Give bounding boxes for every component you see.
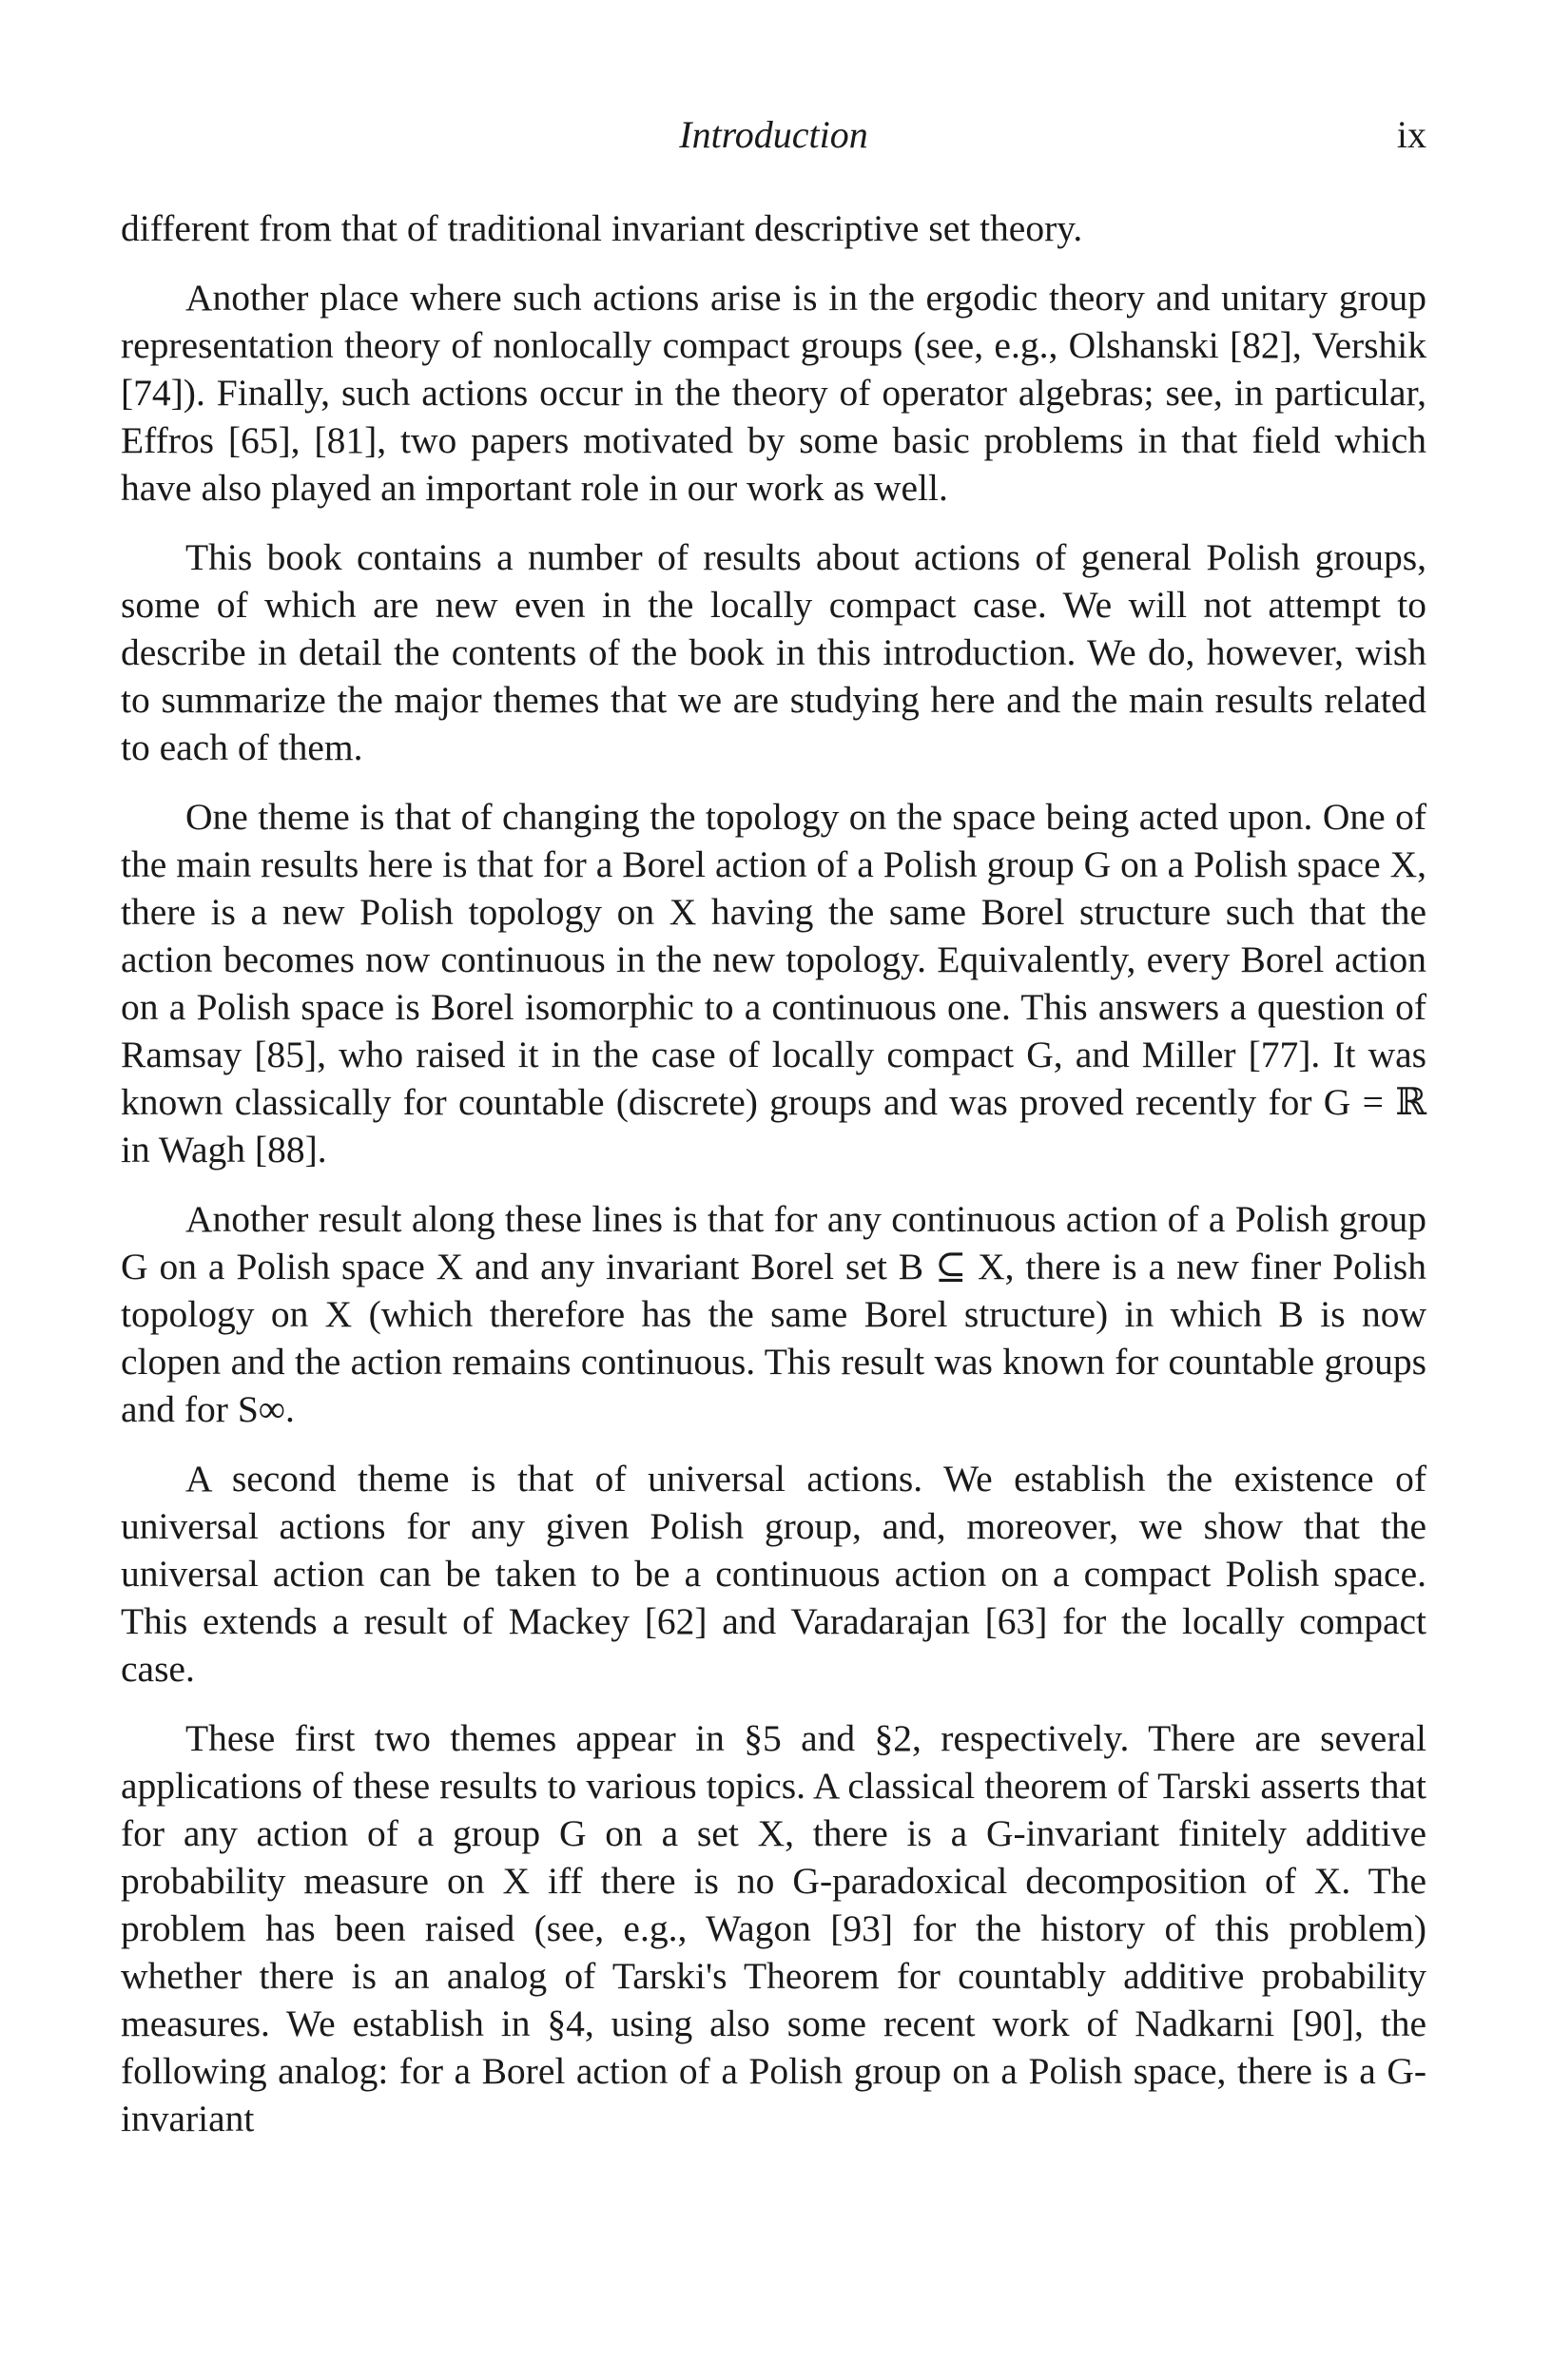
paragraph-book-contents: This book contains a number of results about actions of general Polish groups, some of which are new even in the locally compact case. We will not attempt to describe in detail the contents of the book in this introduction. We do, however, wish to summarize the major themes that we are studying here and the main results related to each of them. — [121, 536, 1426, 768]
paragraph-invariant-borel-set: Another result along these lines is that for any continuous action of a Polish group G on a Polish space X and any invariant Borel set B ⊆ X, there is a new finer Polish topology on X (which therefore has the same Borel structure) in which B is now clopen and the action remains continuous. This result was known for countable groups and for S∞. — [121, 1198, 1426, 1430]
page-number: ix — [1396, 113, 1426, 156]
running-title: Introduction — [679, 113, 868, 156]
paragraph-topology-theme: One theme is that of changing the topology on the space being acted upon. One of the main results here is that for a Borel action of a Polish group G on a Polish space X, there is a new Polish topology on X having the same Borel structure such that the action becomes now continuous in the new topology. Equivalently, every Borel action on a Polish space is Borel isomorphic to a continuous one. This answers a question of Ramsay [85], who raised it in the case of locally compact G, and Miller [77]. It was known classically for countable (discrete) groups and was proved recently for G = ℝ in Wagh [88]. — [121, 796, 1426, 1171]
body-text — [121, 204, 1426, 2142]
running-head — [121, 106, 1426, 164]
paragraph-nonlocally-compact-actions: Another place where such actions arise is in the ergodic theory and unitary group representation theory of nonlocally compact groups (see, e.g., Olshanski [82], Vershik [74]). Finally, such actions occur in the theory of operator algebras; see, in particular, Effros [65], [81], two papers motivated by some basic problems in that field which have also played an important role in our work as well. — [121, 277, 1426, 509]
paragraph-universal-actions: A second theme is that of universal actions. We establish the existence of universal actions for any given Polish group, and, moreover, we show that the universal action can be taken to be a continuous action on a compact Polish space. This extends a result of Mackey [62] and Varadarajan [63] for the locally compact case. — [121, 1458, 1426, 1690]
paragraph-tarski-theorem: These first two themes appear in §5 and §2, respectively. There are several applications of these results to various topics. A classical theorem of Tarski asserts that for any action of a group G on a set X, there is a G-invariant finitely additive probability measure on X iff there is no G-paradoxical decomposition of X. The problem has been raised (see, e.g., Wagon [93] for the history of this problem) whether there is an analog of Tarski's Theorem for countably additive probability measures. We establish in §4, using also some recent work of Nadkarni [90], the following analog: for a Borel action of a Polish group on a Polish space, there is a G-invariant — [121, 1717, 1426, 2139]
paragraph-continuation: different from that of traditional invariant descriptive set theory. — [121, 207, 1083, 249]
